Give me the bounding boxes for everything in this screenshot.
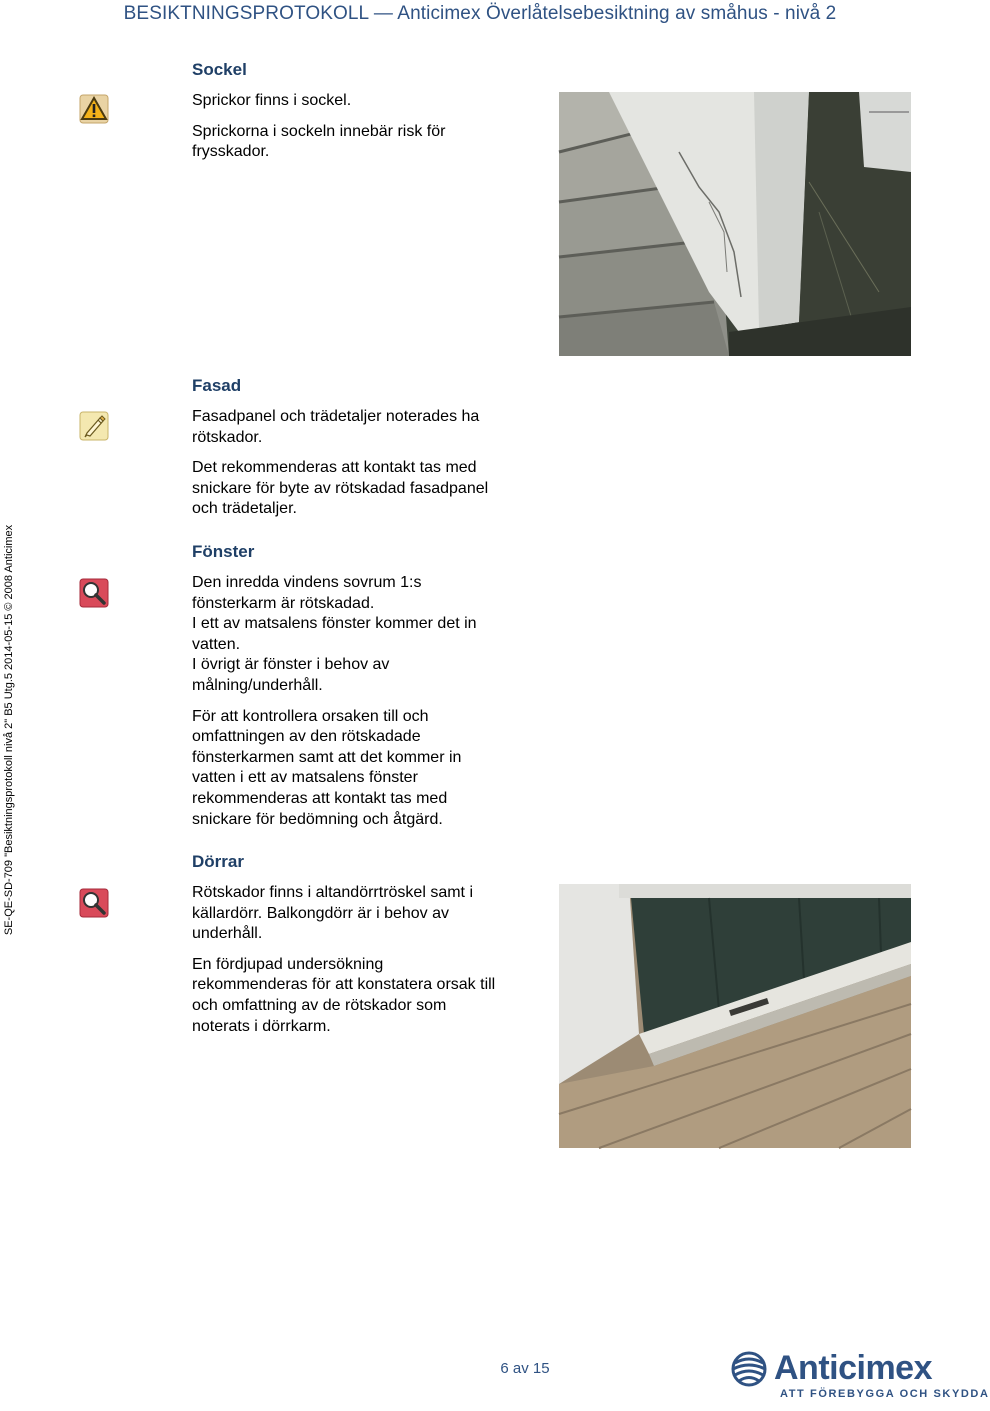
section-heading: Dörrar <box>192 852 244 871</box>
finding-text: I ett av matsalens fönster kommer det in <box>192 615 477 633</box>
recommendation-text: vatten i ett av matsalens fönster <box>192 769 418 787</box>
page-number: 6 av 15 <box>500 1360 550 1377</box>
recommendation-text: och omfattning av de rötskador som <box>192 996 447 1014</box>
recommendation-text: För att kontrollera orsaken till och <box>192 707 429 725</box>
finding-text: och trädetaljer. <box>192 500 297 518</box>
magnifier-icon <box>79 578 109 608</box>
door-threshold-photo <box>559 884 911 1148</box>
section-heading: Sockel <box>192 60 247 79</box>
anticimex-logo-mark-icon <box>728 1352 770 1386</box>
section-heading: Fasad <box>192 376 242 395</box>
finding-text: målning/underhåll. <box>192 676 323 694</box>
recommendation-text: omfattningen av den rötskadade <box>192 728 421 746</box>
finding-text: Fasadpanel och trädetaljer noterades ha <box>192 408 480 425</box>
section-sockel <box>192 58 445 163</box>
finding-text: I övrigt är fönster i behov av <box>192 656 390 674</box>
section-fasad <box>192 374 488 520</box>
finding-text: fönsterkarm är rötskadad. <box>192 594 375 612</box>
section-heading: Fönster <box>192 542 255 561</box>
finding-text: Det rekommenderas att kontakt tas med <box>192 459 477 477</box>
anticimex-logo <box>728 1348 990 1404</box>
finding-text: rötskador. <box>192 428 263 446</box>
plinth-crack-photo <box>559 92 911 356</box>
finding-text: Rötskador finns i altandörrtröskel samt i <box>192 884 473 901</box>
finding-text: källardörr. Balkongdörr är i behov av <box>192 904 450 922</box>
finding-text: snickare för byte av rötskadad fasadpanel <box>192 479 489 497</box>
recommendation-text: En fördjupad undersökning <box>192 955 384 973</box>
magnifier-icon <box>79 888 109 918</box>
recommendation-text: snickare för bedömning och åtgärd. <box>192 810 443 828</box>
finding-text: vatten. <box>192 635 241 653</box>
finding-text: underhåll. <box>192 925 263 943</box>
logo-tagline: ATT FÖREBYGGA OCH SKYDDA <box>780 1388 990 1400</box>
recommendation-text: rekommenderas för att konstatera orsak till <box>192 976 496 994</box>
side-reference-text: SE-QE-SD-709 "Besiktningsprotokoll nivå 2" B5 Utg.5 2014-05-15 © 2008 Anticimex <box>3 524 15 936</box>
section-fonster <box>192 540 477 830</box>
recommendation-text: fönsterkarmen samt att det kommer in <box>192 748 462 766</box>
recommendation-text: noterats i dörrkarm. <box>192 1017 331 1035</box>
logo-wordmark: Anticimex <box>774 1349 932 1387</box>
warning-icon <box>79 94 109 124</box>
finding-text: frysskador. <box>192 143 270 161</box>
finding-text: Den inredda vindens sovrum 1:s <box>192 574 422 591</box>
section-dorrar <box>192 850 495 1037</box>
document-header: BESIKTNINGSPROTOKOLL — Anticimex Överlåtelsebesiktning av småhus - nivå 2 <box>123 3 837 24</box>
finding-text: Sprickor finns i sockel. <box>192 92 352 109</box>
pencil-icon <box>79 411 109 441</box>
recommendation-text: rekommenderas att kontakt tas med <box>192 789 448 807</box>
finding-text: Sprickorna i sockeln innebär risk för <box>192 122 446 140</box>
